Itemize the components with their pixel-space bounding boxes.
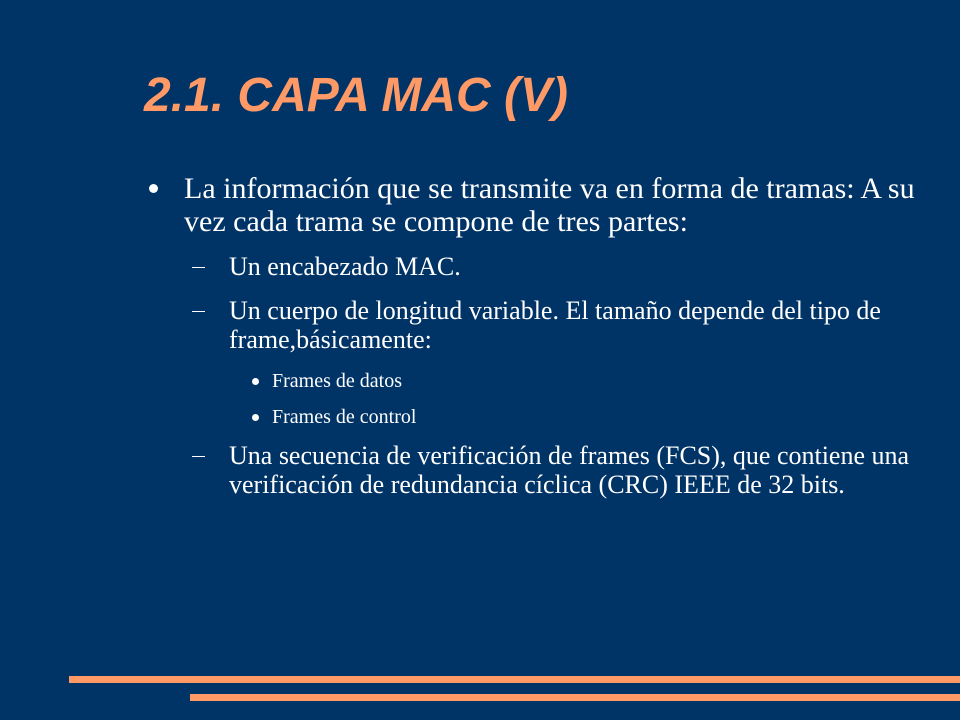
dash-icon (192, 311, 205, 312)
slide-title: 2.1. CAPA MAC (V) (144, 69, 569, 122)
bullet-dot-icon (252, 378, 259, 385)
sub-sub-bullet-text: Frames de control (272, 406, 417, 428)
bullet-item (144, 172, 944, 238)
sub-bullet-text: Un encabezado MAC. (229, 252, 461, 281)
sub-sub-bullet-item (144, 369, 944, 393)
decorative-bar-bottom (190, 694, 960, 701)
slide-content (144, 172, 944, 514)
sub-sub-bullet-item (144, 405, 944, 429)
sub-bullet-item (144, 296, 944, 354)
sub-bullet-item (144, 441, 944, 499)
bullet-text: La información que se transmite va en forma de tramas: A su vez cada trama se compone de tres partes: (184, 172, 915, 238)
sub-sub-bullet-text: Frames de datos (272, 370, 402, 392)
sub-bullet-text: Un cuerpo de longitud variable. El tamaño depende del tipo de frame,básicamente: (229, 296, 881, 354)
bullet-dot-icon (149, 184, 158, 193)
bullet-dot-icon (252, 414, 259, 421)
dash-icon (192, 267, 205, 268)
sub-bullet-text: Una secuencia de verificación de frames (FCS), que contiene una verificación de redundancia cíclica (CRC) IEEE de 32 bits. (229, 441, 910, 499)
dash-icon (192, 456, 205, 457)
sub-bullet-item (144, 252, 944, 281)
decorative-bar-top (69, 676, 960, 683)
